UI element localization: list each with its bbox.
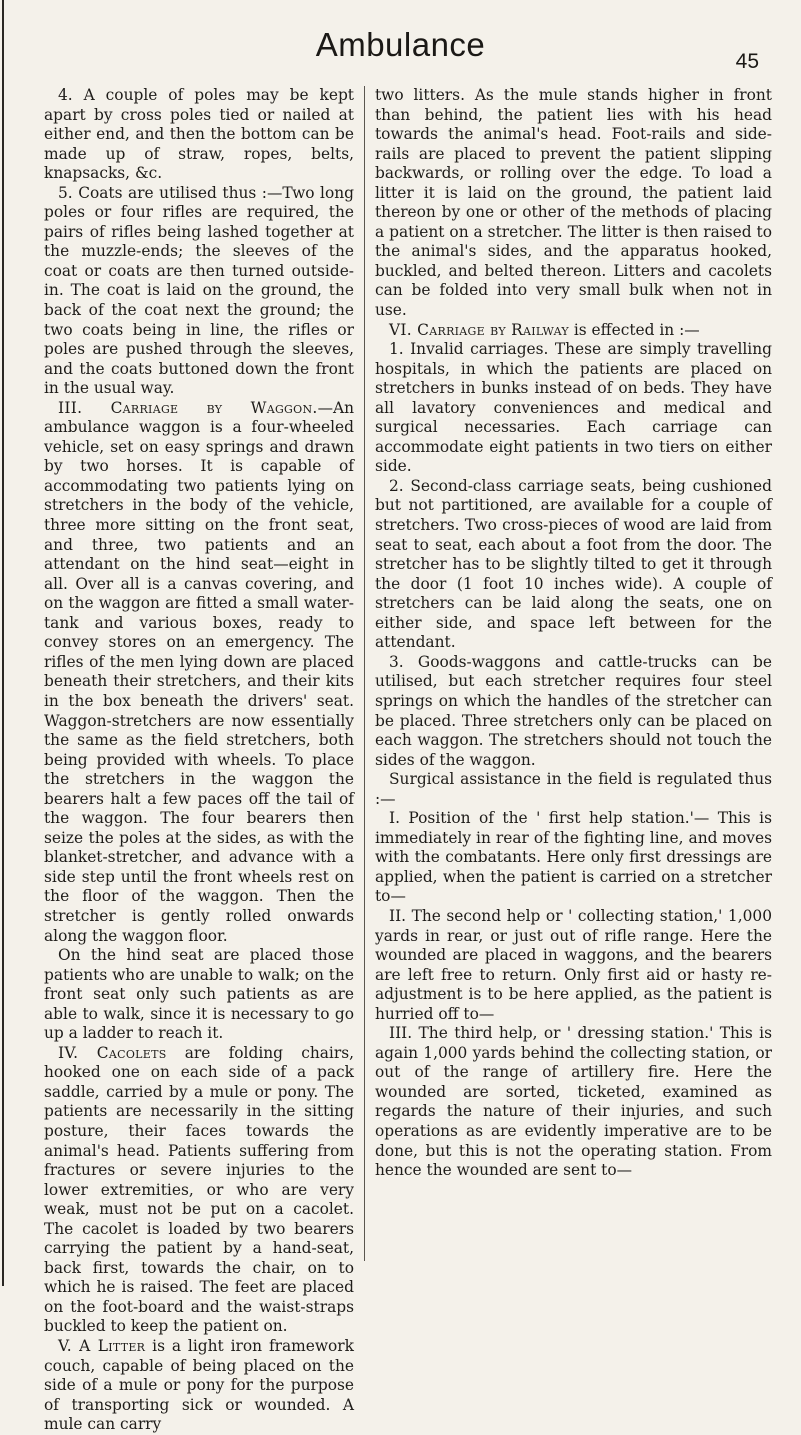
- section-heading: III. Carriage by Waggon.: [58, 398, 318, 417]
- page-header: [0, 26, 801, 73]
- paragraph: [375, 1024, 772, 1180]
- paragraph: [375, 340, 772, 477]
- paragraph: [375, 86, 772, 321]
- paragraph-text: Surgical assistance in the field is regulated thus :—: [375, 770, 772, 808]
- paragraph-text: 2. Second-class carriage seats, being cushioned but not partitioned, are available for a couple of stretchers. Two cross-pieces of wood are laid from seat to seat, each about a foot from the door. The stretcher has to be slightly tilted to get it through the door (1 foot 10 inches wide). A couple of stretchers can be laid along the seats, one on either side, and space left between for the attendant.: [375, 476, 772, 652]
- paragraph: [375, 907, 772, 1024]
- section-heading: V. A Litter: [58, 1337, 146, 1355]
- paragraph: [375, 321, 772, 341]
- running-head: Ambulance: [315, 26, 486, 63]
- paragraph: [375, 653, 772, 770]
- paragraph: [44, 946, 354, 1044]
- section-heading: VI. Carriage by Railway: [389, 320, 569, 339]
- paragraph-text: 5. Coats are utilised thus :—Two long poles or four rifles are required, the pairs of rifles being lashed together at the muzzle-ends; the sleeves of the coat or coats are then turned outside-in. The coat is laid on the ground, the back of the coat next the ground; the two coats being in line, the rifles or poles are pushed through the sleeves, and the coats buttoned down the front in the usual way.: [44, 183, 354, 398]
- paragraph-text: 4. A couple of poles may be kept apart by cross poles tied or nailed at either end, and then the bottom can be made up of straw, ropes, belts, knapsacks, &c.: [44, 86, 354, 183]
- page-number: 45: [735, 50, 759, 73]
- left-column: [44, 86, 354, 1435]
- paragraph: [44, 399, 354, 946]
- page-edge-rule: [2, 0, 4, 1286]
- paragraph-text: 1. Invalid carriages. These are simply travelling hospitals, in which the patients are placed on stretchers in bunks instead of on beds. They have all lavatory conveniences and medical and surgical necessaries. Each carriage can accommodate eight patients in two tiers on either side.: [375, 340, 772, 476]
- right-column: [375, 86, 772, 1181]
- paragraph-text: two litters. As the mule stands higher in front than behind, the patient lies with his head towards the animal's head. Foot-rails and side-rails are placed to prevent the patient slipping backwards, or rolling over the edge. To load a litter it is laid on the ground, the patient laid thereon by one or other of the methods of placing a patient on a stretcher. The litter is then raised to the animal's sides, and the apparatus hooked, buckled, and belted thereon. Litters and cacolets can be folded into very small bulk when not in use.: [375, 86, 772, 320]
- paragraph: [44, 184, 354, 399]
- paragraph-text: is a light iron framework couch, capable of being placed on the side of a mule or pony for the purpose of transporting sick or wounded. A mule can carry: [44, 1337, 354, 1434]
- paragraph-text: —An ambulance waggon is a four-wheeled vehicle, set on easy springs and drawn by two horses. It is capable of accommodating two patients lying on stretchers in the body of the vehicle, three more sitting on the front seat, and three, two patients and an attendant on the hind seat—eight in all. Over all is a canvas covering, and on the waggon are fitted a small water-tank and various boxes, ready to convey stores on an emergency. The rifles of the men lying down are placed beneath their stretchers, and their kits in the box beneath the drivers' seat. Waggon-stretchers are now essentially the same as the field stretchers, both being provided with wheels. To place the stretchers in the waggon the bearers halt a few paces off the tail of the waggon. The four bearers then seize the poles at the sides, as with the blanket-stretcher, and advance with a side step until the front wheels rest on the floor of the waggon. Then the stretcher is gently rolled onwards along the waggon floor.: [44, 398, 354, 945]
- paragraph: [375, 809, 772, 907]
- paragraph-text: On the hind seat are placed those patients who are unable to walk; on the front seat only such patients as are able to walk, since it is necessary to go up a ladder to reach it.: [44, 946, 354, 1043]
- paragraph: [44, 1337, 354, 1435]
- paragraph: [44, 1044, 354, 1337]
- paragraph: [44, 86, 354, 184]
- paragraph-text: are folding chairs, hooked one on each side of a pack saddle, carried by a mule or pony. The patients are necessarily in the sitting posture, their faces towards the animal's head. Patients suffering from fractures or severe injuries to the lower extremities, or who are very weak, must not be put on a cacolet. The cacolet is loaded by two bearers carrying the patient by a hand-seat, back first, towards the chair, on to which he is raised. The feet are placed on the foot-board and the waist-straps buckled to keep the patient on.: [44, 1043, 354, 1336]
- paragraph-text: III. The third help, or ' dressing station.' This is again 1,000 yards behind the collecting station, or out of the range of artillery fire. Here the wounded are sorted, ticketed, examined as regards the nature of their injuries, and such operations as are evidently imperative are to be done, but this is not the operating station. From hence the wounded are sent to—: [375, 1024, 772, 1180]
- paragraph: [375, 477, 772, 653]
- paragraph: [375, 770, 772, 809]
- paragraph-text: 3. Goods-waggons and cattle-trucks can be utilised, but each stretcher requires four steel springs on which the handles of the stretcher can be placed. Three stretchers only can be placed on each waggon. The stretchers should not touch the sides of the waggon.: [375, 652, 772, 769]
- column-divider: [364, 86, 365, 1261]
- paragraph-text: II. The second help or ' collecting station,' 1,000 yards in rear, or just out of rifle range. Here the wounded are placed in waggons, and the bearers are left free to return. Only first aid or hasty re-adjustment is to be here applied, as the patient is hurried off to—: [375, 906, 772, 1023]
- paragraph-text: is effected in :—: [568, 320, 700, 339]
- section-heading: IV. Cacolets: [58, 1043, 167, 1062]
- paragraph-text: I. Position of the ' first help station.'— This is immediately in rear of the fighting line, and moves with the combatants. Here only first dressings are applied, when the patient is carried on a stretcher to—: [375, 809, 772, 906]
